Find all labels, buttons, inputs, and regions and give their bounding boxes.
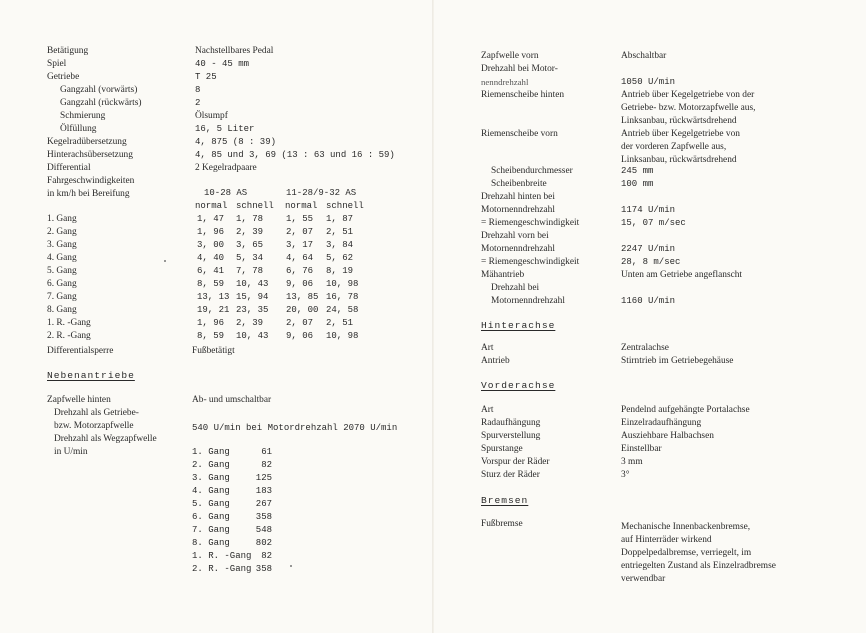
pto-gear-label: 1. R. -Gang bbox=[192, 551, 252, 561]
speed-group-header: 11-28/9-32 AS bbox=[286, 188, 357, 198]
spec-value: 2 bbox=[195, 98, 201, 108]
spec-label: Motornenndrehzahl bbox=[481, 205, 555, 215]
spec-value: 100 mm bbox=[621, 179, 654, 189]
pto-rpm-value: 125 bbox=[255, 473, 272, 483]
speed-cell: 1, 96 bbox=[197, 318, 225, 328]
speed-cell: 23, 35 bbox=[236, 305, 269, 315]
spec-value: 28, 8 m/sec bbox=[621, 257, 681, 267]
spec-value: Getriebe- bzw. Motorzapfwelle aus, bbox=[621, 103, 756, 113]
spec-label: Drehzahl vorn bei bbox=[481, 231, 549, 241]
section-heading-nebenantriebe: Nebenantriebe bbox=[47, 370, 135, 381]
spec-value: Pendelnd aufgehängte Portalachse bbox=[621, 405, 750, 415]
spec-label: = Riemengeschwindigkeit bbox=[481, 257, 580, 267]
paper-speck bbox=[164, 260, 166, 262]
pto-rpm-value: 267 bbox=[255, 499, 272, 509]
spec-label: Kegelradübersetzung bbox=[47, 137, 127, 147]
spec-value: 1050 U/min bbox=[621, 77, 676, 87]
spec-label: Motornenndrehzahl bbox=[481, 244, 555, 254]
speed-cell: 2, 51 bbox=[326, 227, 354, 237]
pto-gear-label: 2. R. -Gang bbox=[192, 564, 252, 574]
speed-cell: 3, 00 bbox=[197, 240, 225, 250]
spec-label: Radaufhängung bbox=[481, 418, 541, 428]
spec-label: Motornenndrehzahl bbox=[491, 296, 565, 306]
spec-value: entriegelten Zustand als Einzelradbremse bbox=[621, 561, 776, 571]
speed-cell: 15, 94 bbox=[236, 292, 269, 302]
spec-label: Scheibenbreite bbox=[491, 179, 547, 189]
spec-value: 2 Kegelradpaare bbox=[195, 163, 257, 173]
spec-label: Riemenscheibe hinten bbox=[481, 90, 565, 100]
pto-gear-label: 3. Gang bbox=[192, 473, 230, 483]
drehzahl-text: bzw. Motorzapfwelle bbox=[54, 421, 134, 431]
speed-gear-label: 3. Gang bbox=[47, 240, 77, 250]
pto-rpm-value: 82 bbox=[261, 460, 272, 470]
speed-gear-label: 2. R. -Gang bbox=[47, 331, 91, 341]
pto-gear-label: 4. Gang bbox=[192, 486, 230, 496]
pto-gear-label: 5. Gang bbox=[192, 499, 230, 509]
spec-value: der vorderen Zapfwelle aus, bbox=[621, 142, 727, 152]
spec-label: Gangzahl (rückwärts) bbox=[60, 98, 142, 108]
spec-value: Ölsumpf bbox=[195, 111, 228, 121]
pto-rpm-value: 183 bbox=[255, 486, 272, 496]
speed-cell: 10, 98 bbox=[326, 331, 359, 341]
spec-value: Ausziehbare Halbachsen bbox=[621, 431, 714, 441]
speed-cell: 2, 07 bbox=[286, 318, 314, 328]
speed-cell: 9, 06 bbox=[286, 279, 314, 289]
speed-cell: 16, 78 bbox=[326, 292, 359, 302]
spec-label: Drehzahl bei Motor- bbox=[481, 64, 558, 74]
spec-value: 8 bbox=[195, 85, 201, 95]
pto-rpm-value: 61 bbox=[261, 447, 272, 457]
speed-cell: 8, 59 bbox=[197, 279, 225, 289]
spec-label: Drehzahl hinten bei bbox=[481, 192, 555, 202]
speed-cell: 3, 65 bbox=[236, 240, 264, 250]
pto-gear-label: 7. Gang bbox=[192, 525, 230, 535]
speed-group-header: 10-28 AS bbox=[204, 188, 248, 198]
spec-label: Betätigung bbox=[47, 46, 89, 56]
right-page bbox=[433, 0, 866, 633]
speed-gear-label: 7. Gang bbox=[47, 292, 77, 302]
section-heading-bremsen: Bremsen bbox=[481, 495, 529, 506]
spec-value: Doppelpedalbremse, verriegelt, im bbox=[621, 548, 752, 558]
spec-label: Mähantrieb bbox=[481, 270, 525, 280]
spec-value: Antrieb über Kegelgetriebe von der bbox=[621, 90, 755, 100]
spec-value: T 25 bbox=[195, 72, 217, 82]
speed-cell: 8, 59 bbox=[197, 331, 225, 341]
spec-value: 2247 U/min bbox=[621, 244, 676, 254]
pto-rpm-value: 358 bbox=[255, 564, 272, 574]
speed-cell: 5, 62 bbox=[326, 253, 354, 263]
speed-label: in km/h bei Bereifung bbox=[47, 189, 130, 199]
spec-value: 4, 875 (8 : 39) bbox=[195, 137, 277, 147]
spec-value: auf Hinterräder wirkend bbox=[621, 535, 712, 545]
speed-cell: 2, 39 bbox=[236, 227, 264, 237]
pto-rpm-value: 82 bbox=[261, 551, 272, 561]
spec-label: Art bbox=[481, 343, 494, 353]
spec-label: Hinterachsübersetzung bbox=[47, 150, 133, 160]
speed-cell: 1, 78 bbox=[236, 214, 264, 224]
speed-cell: 9, 06 bbox=[286, 331, 314, 341]
speed-subheader: normal bbox=[195, 201, 228, 211]
speed-cell: 24, 58 bbox=[326, 305, 359, 315]
spec-value: Abschaltbar bbox=[621, 51, 667, 61]
speed-cell: 1, 87 bbox=[326, 214, 354, 224]
spec-label: Riemenscheibe vorn bbox=[481, 129, 558, 139]
spec-label: Drehzahl bei bbox=[491, 283, 540, 293]
speed-gear-label: 6. Gang bbox=[47, 279, 77, 289]
speed-cell: 2, 07 bbox=[286, 227, 314, 237]
diff-lock-value: Fußbetätigt bbox=[192, 346, 235, 356]
spec-value: Linksanbau, rückwärtsdrehend bbox=[621, 155, 737, 165]
speed-cell: 10, 43 bbox=[236, 279, 269, 289]
pto-gear-label: 8. Gang bbox=[192, 538, 230, 548]
paper-speck bbox=[290, 565, 292, 567]
pto-rpm-value: 802 bbox=[255, 538, 272, 548]
spec-label: Sturz der Räder bbox=[481, 470, 540, 480]
spec-value: 3 mm bbox=[621, 457, 643, 467]
spec-label: Differential bbox=[47, 163, 91, 173]
spec-label: nenndrehzahl bbox=[481, 77, 529, 87]
pto-gear-label: 6. Gang bbox=[192, 512, 230, 522]
spec-label: Spurstange bbox=[481, 444, 523, 454]
spec-label: Spurverstellung bbox=[481, 431, 541, 441]
spec-label: Zapfwelle vorn bbox=[481, 51, 539, 61]
spec-label: Scheibendurchmesser bbox=[491, 166, 573, 176]
spec-value: Nachstellbares Pedal bbox=[195, 46, 274, 56]
pto-rpm-value: 358 bbox=[255, 512, 272, 522]
spec-value: 4, 85 und 3, 69 (13 : 63 und 16 : 59) bbox=[195, 150, 395, 160]
speed-cell: 3, 84 bbox=[326, 240, 354, 250]
spec-value: Stirntrieb im Getriebegehäuse bbox=[621, 356, 734, 366]
speed-cell: 1, 55 bbox=[286, 214, 314, 224]
spec-value: Unten am Getriebe angeflanscht bbox=[621, 270, 743, 280]
spec-value: 1174 U/min bbox=[621, 205, 676, 215]
speed-cell: 3, 17 bbox=[286, 240, 314, 250]
speed-cell: 19, 21 bbox=[197, 305, 230, 315]
pto-gear-label: 2. Gang bbox=[192, 460, 230, 470]
speed-cell: 1, 47 bbox=[197, 214, 225, 224]
speed-cell: 6, 41 bbox=[197, 266, 225, 276]
speed-cell: 2, 39 bbox=[236, 318, 264, 328]
zapfwelle-value: Ab- und umschaltbar bbox=[192, 395, 272, 405]
spec-value: 15, 07 m/sec bbox=[621, 218, 686, 228]
pto-gear-label: 1. Gang bbox=[192, 447, 230, 457]
speed-cell: 20, 00 bbox=[286, 305, 319, 315]
spec-value: 1160 U/min bbox=[621, 296, 676, 306]
speed-cell: 7, 78 bbox=[236, 266, 264, 276]
speed-label: Fahrgeschwindigkeiten bbox=[47, 176, 135, 186]
spec-label: Vorspur der Räder bbox=[481, 457, 550, 467]
speed-subheader: normal bbox=[285, 201, 318, 211]
spec-label: = Riemengeschwindigkeit bbox=[481, 218, 580, 228]
section-heading-hinterachse: Hinterachse bbox=[481, 320, 556, 331]
drehzahl-text: Drehzahl als Getriebe- bbox=[54, 408, 139, 418]
spec-value: Einzelradaufhängung bbox=[621, 418, 702, 428]
pto-rpm-value: 548 bbox=[255, 525, 272, 535]
spec-value: 245 mm bbox=[621, 166, 654, 176]
speed-cell: 6, 76 bbox=[286, 266, 314, 276]
section-heading-vorderachse: Vorderachse bbox=[481, 380, 556, 391]
speed-cell: 13, 13 bbox=[197, 292, 230, 302]
zapfwelle-label: Zapfwelle hinten bbox=[47, 395, 111, 405]
speed-cell: 13, 85 bbox=[286, 292, 319, 302]
spec-label: Gangzahl (vorwärts) bbox=[60, 85, 138, 95]
spec-label: Antrieb bbox=[481, 356, 510, 366]
speed-cell: 1, 96 bbox=[197, 227, 225, 237]
speed-cell: 4, 64 bbox=[286, 253, 314, 263]
speed-gear-label: 1. R. -Gang bbox=[47, 318, 91, 328]
speed-cell: 2, 51 bbox=[326, 318, 354, 328]
spec-label: Schmierung bbox=[60, 111, 106, 121]
spec-label: Fußbremse bbox=[481, 519, 523, 529]
spec-value: Zentralachse bbox=[621, 343, 669, 353]
spec-value: 40 - 45 mm bbox=[195, 59, 250, 69]
spec-value: Linksanbau, rückwärtsdrehend bbox=[621, 116, 737, 126]
speed-gear-label: 8. Gang bbox=[47, 305, 77, 315]
spec-label: Art bbox=[481, 405, 494, 415]
speed-gear-label: 4. Gang bbox=[47, 253, 77, 263]
spec-value: 16, 5 Liter bbox=[195, 124, 255, 134]
speed-gear-label: 5. Gang bbox=[47, 266, 77, 276]
drehzahl-text: Drehzahl als Wegzapfwelle bbox=[54, 434, 157, 444]
motor-speed-text: 540 U/min bei Motordrehzahl 2070 U/min bbox=[192, 423, 398, 433]
speed-subheader: schnell bbox=[236, 201, 274, 211]
spec-value: 3° bbox=[621, 470, 630, 480]
spec-value: Mechanische Innenbackenbremse, bbox=[621, 522, 751, 532]
speed-gear-label: 2. Gang bbox=[47, 227, 77, 237]
spec-value: Antrieb über Kegelgetriebe von bbox=[621, 129, 740, 139]
speed-cell: 10, 43 bbox=[236, 331, 269, 341]
speed-cell: 10, 98 bbox=[326, 279, 359, 289]
diff-lock-label: Differentialsperre bbox=[47, 346, 114, 356]
speed-gear-label: 1. Gang bbox=[47, 214, 77, 224]
drehzahl-text: in U/min bbox=[54, 447, 88, 457]
speed-cell: 4, 40 bbox=[197, 253, 225, 263]
spec-label: Spiel bbox=[47, 59, 67, 69]
spec-value: verwendbar bbox=[621, 574, 666, 584]
spec-label: Getriebe bbox=[47, 72, 80, 82]
speed-cell: 5, 34 bbox=[236, 253, 264, 263]
speed-subheader: schnell bbox=[326, 201, 364, 211]
spec-label: Ölfüllung bbox=[60, 124, 97, 134]
spec-value: Einstellbar bbox=[621, 444, 662, 454]
speed-cell: 8, 19 bbox=[326, 266, 354, 276]
